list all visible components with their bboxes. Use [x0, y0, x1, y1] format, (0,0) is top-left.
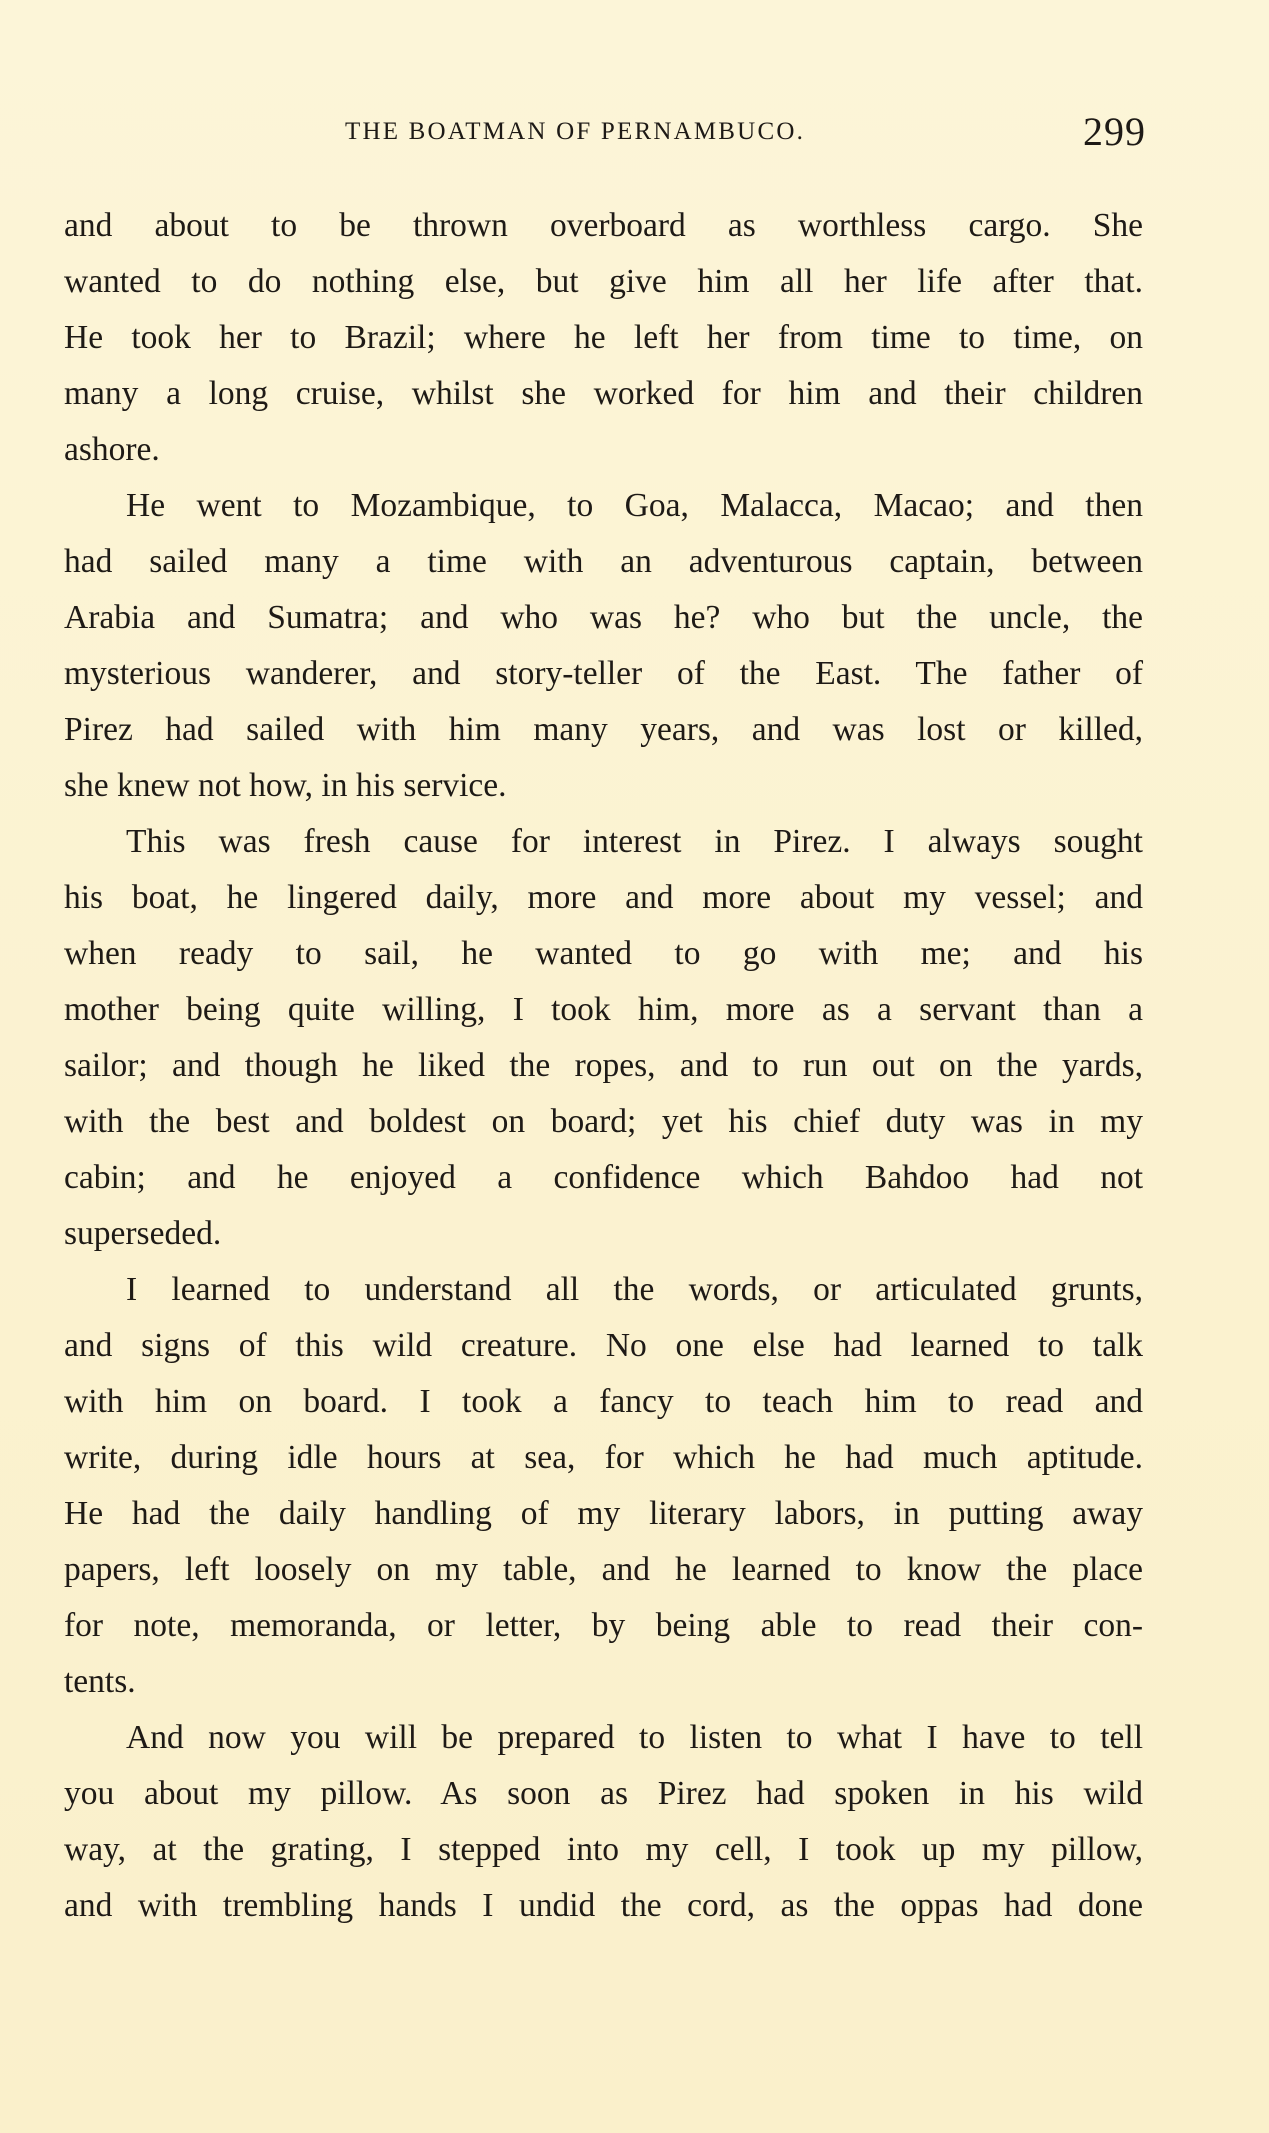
text-line: and about to be thrown overboard as worthless cargo. She [64, 207, 1143, 244]
running-header [0, 108, 1269, 158]
page-number: 299 [1083, 109, 1146, 154]
text-line: This was fresh cause for interest in Pirez. I always sought [126, 823, 1143, 860]
text-line: papers, left loosely on my table, and he learned to know the place [64, 1551, 1143, 1588]
running-title: THE BOATMAN OF PERNAMBUCO. [345, 118, 806, 145]
body-text [64, 198, 1143, 1934]
text-line: mother being quite willing, I took him, more as a servant than a [64, 991, 1143, 1028]
text-line: write, during idle hours at sea, for which he had much aptitude. [64, 1439, 1143, 1476]
text-line: Arabia and Sumatra; and who was he? who but the uncle, the [64, 599, 1143, 636]
text-line: you about my pillow. As soon as Pirez had spoken in his wild [64, 1775, 1143, 1812]
text-line: his boat, he lingered daily, more and more about my vessel; and [64, 879, 1143, 916]
text-line: He had the daily handling of my literary labors, in putting away [64, 1495, 1143, 1532]
text-line: cabin; and he enjoyed a confidence which Bahdoo had not [64, 1159, 1143, 1196]
text-line: He took her to Brazil; where he left her from time to time, on [64, 319, 1143, 356]
text-line: with the best and boldest on board; yet his chief duty was in my [64, 1103, 1143, 1140]
text-line: sailor; and though he liked the ropes, and to run out on the yards, [64, 1047, 1143, 1084]
text-line: and signs of this wild creature. No one else had learned to talk [64, 1327, 1143, 1364]
text-line: she knew not how, in his service. [64, 767, 507, 804]
text-line: Pirez had sailed with him many years, and was lost or killed, [64, 711, 1143, 748]
text-line: when ready to sail, he wanted to go with me; and his [64, 935, 1143, 972]
text-line: And now you will be prepared to listen to what I have to tell [126, 1719, 1143, 1756]
text-line: and with trembling hands I undid the cord, as the oppas had done [64, 1887, 1143, 1924]
text-line: mysterious wanderer, and story-teller of the East. The father of [64, 655, 1143, 692]
text-line: He went to Mozambique, to Goa, Malacca, Macao; and then [126, 487, 1143, 524]
text-line: I learned to understand all the words, or articulated grunts, [126, 1271, 1143, 1308]
text-line: tents. [64, 1663, 136, 1700]
text-line: superseded. [64, 1215, 222, 1252]
text-line: many a long cruise, whilst she worked for him and their children [64, 375, 1143, 412]
text-line: way, at the grating, I stepped into my cell, I took up my pillow, [64, 1831, 1143, 1868]
text-line: had sailed many a time with an adventurous captain, between [64, 543, 1143, 580]
text-line: wanted to do nothing else, but give him all her life after that. [64, 263, 1143, 300]
text-line: with him on board. I took a fancy to teach him to read and [64, 1383, 1143, 1420]
text-line: ashore. [64, 431, 160, 468]
text-line: for note, memoranda, or letter, by being able to read their con- [64, 1607, 1143, 1644]
